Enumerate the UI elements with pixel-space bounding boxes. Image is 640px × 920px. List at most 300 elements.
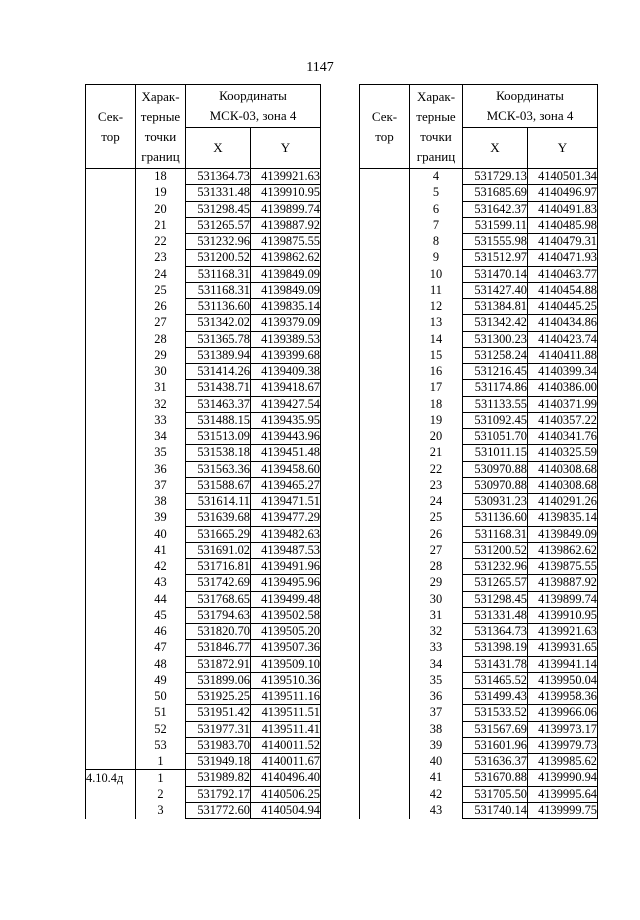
y-coordinate-cell: 4139399.68 [251, 347, 321, 363]
y-coordinate-cell: 4139435.95 [251, 412, 321, 428]
table-row [360, 624, 598, 640]
y-coordinate-cell: 4140496.40 [251, 770, 321, 786]
sector-cell [86, 754, 136, 770]
x-coordinate-cell: 531513.09 [186, 429, 251, 445]
table-row [86, 802, 321, 818]
sector-cell [86, 607, 136, 623]
y-coordinate-cell: 4139409.38 [251, 364, 321, 380]
point-number-cell: 46 [136, 624, 186, 640]
x-coordinate-cell: 531899.06 [186, 672, 251, 688]
sector-cell [360, 721, 410, 737]
point-number-cell: 19 [136, 185, 186, 201]
sector-cell [86, 461, 136, 477]
y-coordinate-cell: 4139502.58 [251, 607, 321, 623]
point-number-cell: 20 [136, 201, 186, 217]
x-coordinate-cell: 531949.18 [186, 754, 251, 770]
x-coordinate-cell: 531636.37 [463, 754, 528, 770]
y-coordinate-cell: 4139499.48 [251, 591, 321, 607]
table-row [86, 266, 321, 282]
table-row [360, 591, 598, 607]
x-coordinate-cell: 531670.88 [463, 770, 528, 786]
sector-cell [86, 705, 136, 721]
x-coordinate-cell: 531174.86 [463, 380, 528, 396]
x-coordinate-cell: 531265.57 [186, 217, 251, 233]
x-coordinate-cell: 531639.68 [186, 510, 251, 526]
table-row [360, 689, 598, 705]
page-number: 1147 [306, 60, 334, 75]
x-coordinate-cell: 531136.60 [463, 510, 528, 526]
x-coordinate-cell: 531365.78 [186, 331, 251, 347]
y-coordinate-cell: 4139899.74 [251, 201, 321, 217]
point-number-cell: 41 [410, 770, 463, 786]
table-row [86, 477, 321, 493]
table-row [86, 282, 321, 298]
x-coordinate-cell: 531614.11 [186, 494, 251, 510]
point-number-cell: 38 [410, 721, 463, 737]
table-row [360, 737, 598, 753]
y-coordinate-cell: 4140501.34 [528, 169, 598, 185]
table-row [360, 169, 598, 185]
y-coordinate-cell: 4139471.51 [251, 494, 321, 510]
point-number-cell: 27 [136, 315, 186, 331]
y-header: Y [251, 128, 321, 169]
sector-cell [86, 429, 136, 445]
x-coordinate-cell: 531772.60 [186, 802, 251, 818]
y-coordinate-cell: 4139875.55 [528, 559, 598, 575]
y-coordinate-cell: 4140423.74 [528, 331, 598, 347]
y-coordinate-cell: 4139491.96 [251, 559, 321, 575]
point-number-cell: 3 [136, 802, 186, 818]
x-coordinate-cell: 531820.70 [186, 624, 251, 640]
x-coordinate-cell: 531599.11 [463, 217, 528, 233]
y-coordinate-cell: 4140471.93 [528, 250, 598, 266]
sector-cell [360, 494, 410, 510]
y-coordinate-cell: 4139465.27 [251, 477, 321, 493]
sector-cell [360, 299, 410, 315]
x-coordinate-cell: 531133.55 [463, 396, 528, 412]
sector-cell [86, 591, 136, 607]
y-coordinate-cell: 4139931.65 [528, 640, 598, 656]
table-row [360, 802, 598, 818]
point-number-cell: 36 [410, 689, 463, 705]
point-number-cell: 41 [136, 542, 186, 558]
sector-cell [86, 169, 136, 185]
point-number-cell: 25 [410, 510, 463, 526]
x-coordinate-cell: 531168.31 [186, 266, 251, 282]
y-coordinate-cell: 4139849.09 [251, 282, 321, 298]
x-coordinate-cell: 531092.45 [463, 412, 528, 428]
table-row [360, 607, 598, 623]
y-coordinate-cell: 4139458.60 [251, 461, 321, 477]
x-coordinate-cell: 531533.52 [463, 705, 528, 721]
point-number-cell: 22 [410, 461, 463, 477]
sector-cell [360, 429, 410, 445]
sector-cell [86, 364, 136, 380]
sector-cell [360, 656, 410, 672]
table-row [86, 591, 321, 607]
table-row [360, 396, 598, 412]
x-coordinate-cell: 531414.26 [186, 364, 251, 380]
x-coordinate-cell: 531011.15 [463, 445, 528, 461]
sector-cell: 4.10.4д [86, 770, 136, 786]
x-coordinate-cell: 531538.18 [186, 445, 251, 461]
point-number-cell: 31 [136, 380, 186, 396]
point-number-cell: 13 [410, 315, 463, 331]
y-coordinate-cell: 4139510.36 [251, 672, 321, 688]
y-coordinate-cell: 4140445.25 [528, 299, 598, 315]
table-row [360, 559, 598, 575]
point-number-cell: 37 [136, 477, 186, 493]
sector-cell [360, 380, 410, 396]
point-number-cell: 53 [136, 737, 186, 753]
sector-cell [86, 786, 136, 802]
table-row [360, 299, 598, 315]
point-number-cell: 7 [410, 217, 463, 233]
x-coordinate-cell: 530931.23 [463, 494, 528, 510]
sector-cell [86, 299, 136, 315]
point-number-cell: 43 [136, 575, 186, 591]
sector-cell [86, 624, 136, 640]
point-number-cell: 9 [410, 250, 463, 266]
table-row [86, 169, 321, 185]
x-coordinate-cell: 531768.65 [186, 591, 251, 607]
table-body-right [360, 169, 598, 819]
x-coordinate-cell: 531794.63 [186, 607, 251, 623]
x-coordinate-cell: 531983.70 [186, 737, 251, 753]
point-number-cell: 47 [136, 640, 186, 656]
point-number-cell: 18 [136, 169, 186, 185]
characteristic-points-header: Харак- терные точки границ [136, 85, 186, 169]
table-row [360, 315, 598, 331]
x-coordinate-cell: 531398.19 [463, 640, 528, 656]
y-coordinate-cell: 4140371.99 [528, 396, 598, 412]
point-number-cell: 15 [410, 347, 463, 363]
x-coordinate-cell: 531136.60 [186, 299, 251, 315]
sector-cell [360, 169, 410, 185]
y-header: Y [528, 128, 598, 169]
sector-cell [360, 315, 410, 331]
x-coordinate-cell: 531601.96 [463, 737, 528, 753]
table-row [360, 510, 598, 526]
table-row [360, 201, 598, 217]
table-row [360, 266, 598, 282]
table-row [86, 429, 321, 445]
y-coordinate-cell: 4139507.36 [251, 640, 321, 656]
point-number-cell: 2 [136, 786, 186, 802]
table-row [86, 737, 321, 753]
sector-cell [86, 477, 136, 493]
point-number-cell: 29 [410, 575, 463, 591]
sector-cell [360, 217, 410, 233]
table-row [360, 412, 598, 428]
table-body-left [86, 169, 321, 819]
y-coordinate-cell: 4140479.31 [528, 234, 598, 250]
x-coordinate-cell: 531499.43 [463, 689, 528, 705]
sector-cell [86, 721, 136, 737]
sector-cell [360, 526, 410, 542]
x-coordinate-cell: 531384.81 [463, 299, 528, 315]
sector-cell [86, 234, 136, 250]
y-coordinate-cell: 4139451.48 [251, 445, 321, 461]
table-row [360, 542, 598, 558]
x-coordinate-cell: 531488.15 [186, 412, 251, 428]
sector-cell [86, 737, 136, 753]
y-coordinate-cell: 4140463.77 [528, 266, 598, 282]
x-coordinate-cell: 531665.29 [186, 526, 251, 542]
table-row [86, 689, 321, 705]
y-coordinate-cell: 4139966.06 [528, 705, 598, 721]
sector-cell [360, 250, 410, 266]
point-number-cell: 48 [136, 656, 186, 672]
x-coordinate-cell: 531342.02 [186, 315, 251, 331]
coordinates-header: Координаты МСК-03, зона 4 [463, 85, 598, 128]
sector-cell [360, 591, 410, 607]
coordinates-header: Координаты МСК-03, зона 4 [186, 85, 321, 128]
sector-cell [360, 234, 410, 250]
y-coordinate-cell: 4139495.96 [251, 575, 321, 591]
table-row [360, 234, 598, 250]
sector-cell [86, 640, 136, 656]
point-number-cell: 30 [410, 591, 463, 607]
point-number-cell: 10 [410, 266, 463, 282]
point-number-cell: 19 [410, 412, 463, 428]
sector-cell [360, 477, 410, 493]
x-coordinate-cell: 531298.45 [463, 591, 528, 607]
sector-cell [360, 364, 410, 380]
sector-cell [86, 250, 136, 266]
sector-cell [86, 559, 136, 575]
point-number-cell: 35 [136, 445, 186, 461]
point-number-cell: 26 [410, 526, 463, 542]
y-coordinate-cell: 4139910.95 [251, 185, 321, 201]
y-coordinate-cell: 4139999.75 [528, 802, 598, 818]
x-coordinate-cell: 531742.69 [186, 575, 251, 591]
y-coordinate-cell: 4139511.41 [251, 721, 321, 737]
sector-cell [86, 672, 136, 688]
point-number-cell: 28 [410, 559, 463, 575]
x-coordinate-cell: 531342.42 [463, 315, 528, 331]
y-coordinate-cell: 4140341.76 [528, 429, 598, 445]
x-coordinate-cell: 531331.48 [463, 607, 528, 623]
table-row [86, 786, 321, 802]
x-coordinate-cell: 531431.78 [463, 656, 528, 672]
sector-cell [86, 380, 136, 396]
table-row [360, 282, 598, 298]
x-coordinate-cell: 531470.14 [463, 266, 528, 282]
sector-cell [86, 656, 136, 672]
point-number-cell: 1 [136, 754, 186, 770]
table-row [86, 217, 321, 233]
x-coordinate-cell: 531691.02 [186, 542, 251, 558]
y-coordinate-cell: 4139862.62 [251, 250, 321, 266]
point-number-cell: 21 [136, 217, 186, 233]
table-row [86, 185, 321, 201]
sector-cell [86, 494, 136, 510]
sector-cell [86, 689, 136, 705]
sector-header: Сек- тор [86, 85, 136, 169]
point-number-cell: 49 [136, 672, 186, 688]
table-row [86, 331, 321, 347]
x-coordinate-cell: 531792.17 [186, 786, 251, 802]
x-coordinate-cell: 531512.97 [463, 250, 528, 266]
y-coordinate-cell: 4140399.34 [528, 364, 598, 380]
point-number-cell: 8 [410, 234, 463, 250]
x-coordinate-cell: 531258.24 [463, 347, 528, 363]
sector-cell [86, 542, 136, 558]
point-number-cell: 34 [410, 656, 463, 672]
y-coordinate-cell: 4140485.98 [528, 217, 598, 233]
sector-cell [360, 607, 410, 623]
table-row [360, 477, 598, 493]
sector-cell [86, 412, 136, 428]
x-coordinate-cell: 531989.82 [186, 770, 251, 786]
y-coordinate-cell: 4139511.16 [251, 689, 321, 705]
table-row [86, 494, 321, 510]
table-row [360, 429, 598, 445]
x-coordinate-cell: 531051.70 [463, 429, 528, 445]
x-coordinate-cell: 531555.98 [463, 234, 528, 250]
sector-cell [360, 396, 410, 412]
y-coordinate-cell: 4139379.09 [251, 315, 321, 331]
table-row [360, 331, 598, 347]
sector-cell [86, 445, 136, 461]
y-coordinate-cell: 4140325.59 [528, 445, 598, 461]
sector-cell [360, 802, 410, 818]
y-coordinate-cell: 4140011.52 [251, 737, 321, 753]
x-coordinate-cell: 531232.96 [463, 559, 528, 575]
table-row [360, 705, 598, 721]
sector-cell [360, 201, 410, 217]
y-coordinate-cell: 4139849.09 [251, 266, 321, 282]
y-coordinate-cell: 4140386.00 [528, 380, 598, 396]
y-coordinate-cell: 4140496.97 [528, 185, 598, 201]
sector-cell [360, 705, 410, 721]
y-coordinate-cell: 4140434.86 [528, 315, 598, 331]
point-number-cell: 39 [136, 510, 186, 526]
coordinates-table-right [359, 84, 598, 819]
point-number-cell: 37 [410, 705, 463, 721]
y-coordinate-cell: 4139482.63 [251, 526, 321, 542]
table-row [360, 461, 598, 477]
point-number-cell: 26 [136, 299, 186, 315]
x-coordinate-cell: 531846.77 [186, 640, 251, 656]
y-coordinate-cell: 4139921.63 [251, 169, 321, 185]
table-row [86, 559, 321, 575]
point-number-cell: 33 [136, 412, 186, 428]
x-coordinate-cell: 531364.73 [463, 624, 528, 640]
point-number-cell: 25 [136, 282, 186, 298]
table-row [360, 347, 598, 363]
table-row [360, 770, 598, 786]
point-number-cell: 4 [410, 169, 463, 185]
x-coordinate-cell: 531389.94 [186, 347, 251, 363]
table-row [86, 396, 321, 412]
y-coordinate-cell: 4140291.26 [528, 494, 598, 510]
y-coordinate-cell: 4140504.94 [251, 802, 321, 818]
x-coordinate-cell: 531705.50 [463, 786, 528, 802]
x-coordinate-cell: 531977.31 [186, 721, 251, 737]
x-coordinate-cell: 531200.52 [186, 250, 251, 266]
point-number-cell: 35 [410, 672, 463, 688]
point-number-cell: 32 [410, 624, 463, 640]
table-row [86, 234, 321, 250]
x-header: X [463, 128, 528, 169]
point-number-cell: 36 [136, 461, 186, 477]
sector-cell [86, 526, 136, 542]
table-row [86, 526, 321, 542]
sector-cell [360, 266, 410, 282]
point-number-cell: 1 [136, 770, 186, 786]
table-row [360, 672, 598, 688]
sector-cell [86, 510, 136, 526]
table-row [86, 542, 321, 558]
table-row [86, 575, 321, 591]
y-coordinate-cell: 4139427.54 [251, 396, 321, 412]
sector-cell [86, 315, 136, 331]
y-coordinate-cell: 4139505.20 [251, 624, 321, 640]
sector-cell [360, 445, 410, 461]
point-number-cell: 30 [136, 364, 186, 380]
x-coordinate-cell: 531872.91 [186, 656, 251, 672]
y-coordinate-cell: 4140491.83 [528, 201, 598, 217]
table-row [86, 445, 321, 461]
x-coordinate-cell: 531200.52 [463, 542, 528, 558]
sector-cell [86, 396, 136, 412]
point-number-cell: 43 [410, 802, 463, 818]
sector-cell [360, 640, 410, 656]
y-coordinate-cell: 4139941.14 [528, 656, 598, 672]
coordinates-table-left [85, 84, 321, 819]
table-row [86, 754, 321, 770]
y-coordinate-cell: 4139950.04 [528, 672, 598, 688]
y-coordinate-cell: 4139899.74 [528, 591, 598, 607]
y-coordinate-cell: 4139835.14 [251, 299, 321, 315]
x-coordinate-cell: 531463.37 [186, 396, 251, 412]
table-row [86, 672, 321, 688]
table-row [86, 380, 321, 396]
y-coordinate-cell: 4139509.10 [251, 656, 321, 672]
point-number-cell: 40 [410, 754, 463, 770]
y-coordinate-cell: 4139995.64 [528, 786, 598, 802]
table-row [86, 347, 321, 363]
y-coordinate-cell: 4140308.68 [528, 477, 598, 493]
point-number-cell: 11 [410, 282, 463, 298]
table-row [86, 315, 321, 331]
point-number-cell: 23 [410, 477, 463, 493]
y-coordinate-cell: 4140454.88 [528, 282, 598, 298]
sector-cell [360, 754, 410, 770]
table-row [360, 445, 598, 461]
point-number-cell: 34 [136, 429, 186, 445]
y-coordinate-cell: 4139973.17 [528, 721, 598, 737]
sector-cell [360, 672, 410, 688]
point-number-cell: 42 [136, 559, 186, 575]
x-coordinate-cell: 531925.25 [186, 689, 251, 705]
point-number-cell: 44 [136, 591, 186, 607]
x-coordinate-cell: 531716.81 [186, 559, 251, 575]
sector-cell [360, 786, 410, 802]
sector-cell [360, 347, 410, 363]
table-row [360, 656, 598, 672]
table-row [360, 721, 598, 737]
y-coordinate-cell: 4139862.62 [528, 542, 598, 558]
point-number-cell: 14 [410, 331, 463, 347]
x-coordinate-cell: 531168.31 [186, 282, 251, 298]
table-row [86, 640, 321, 656]
table-row [360, 364, 598, 380]
point-number-cell: 18 [410, 396, 463, 412]
point-number-cell: 31 [410, 607, 463, 623]
